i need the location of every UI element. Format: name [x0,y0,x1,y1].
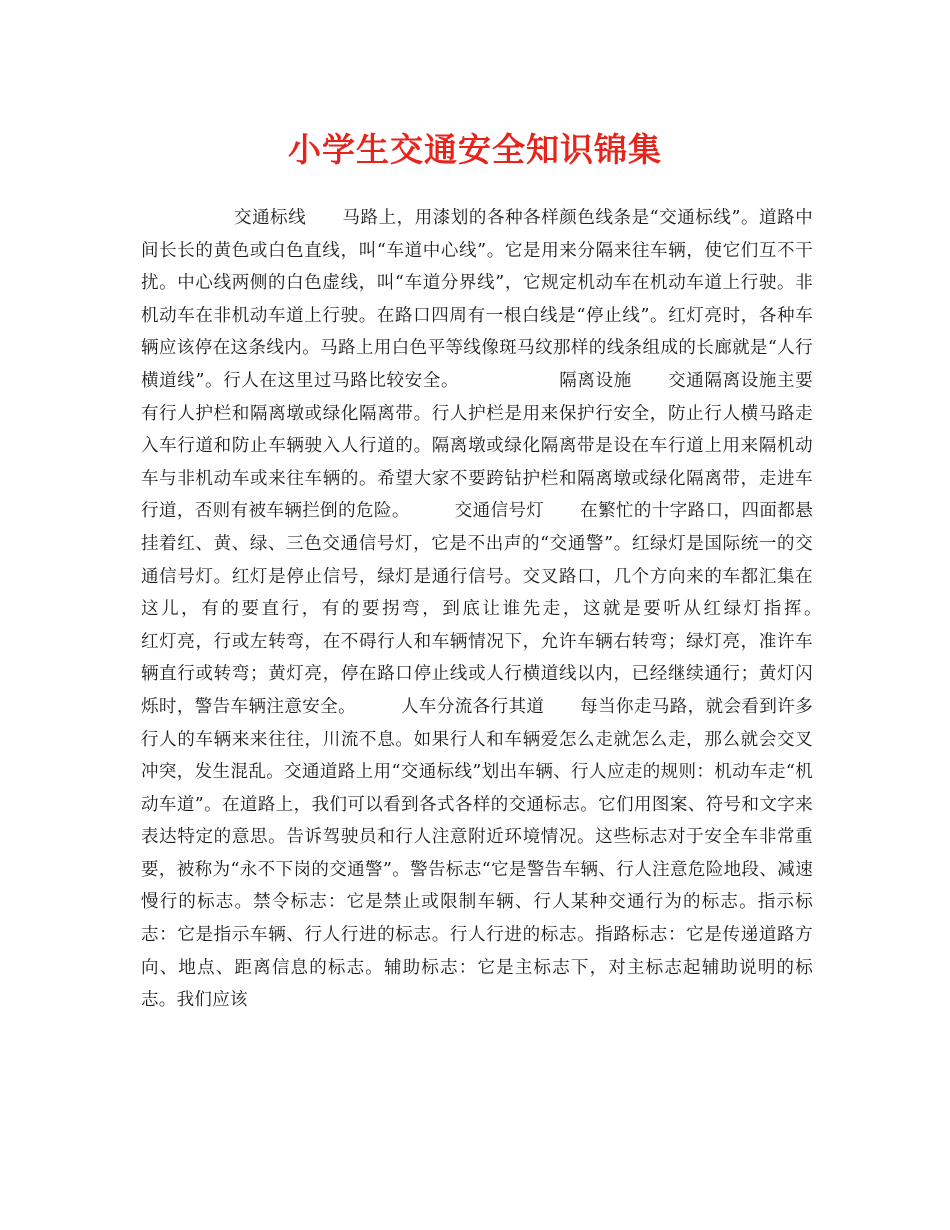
document-body-paragraph: 交通标线 马路上，用漆划的各种各样颜色线条是“交通标线”。道路中间长长的黄色或白色直线，叫“车道中心线”。它是用来分隔来往车辆，使它们互不干扰。中心线两侧的白色虚线，叫“车道分界线”，它规定机动车在机动车道上行驶。非机动车在非机动车道上行驶。在路口四周有一根白线是“停止线”。红灯亮时，各种车辆应该停在这条线内。马路上用白色平等线像斑马纹那样的线条组成的长廊就是“人行横道线”。行人在这里过马路比较安全。 隔离设施 交通隔离设施主要有行人护栏和隔离墩或绿化隔离带。行人护栏是用来保护行安全，防止行人横马路走入车行道和防止车辆驶入人行道的。隔离墩或绿化隔离带是设在车行道上用来隔机动车与非机动车或来往车辆的。希望大家不要跨钻护栏和隔离墩或绿化隔离带，走进车行道，否则有被车辆拦倒的危险。 交通信号灯 在繁忙的十字路口，四面都悬挂着红、黄、绿、三色交通信号灯，它是不出声的“交通警”。红绿灯是国际统一的交通信号灯。红灯是停止信号，绿灯是通行信号。交叉路口，几个方向来的车都汇集在这儿，有的要直行，有的要拐弯，到底让谁先走，这就是要听从红绿灯指挥。 红灯亮，行或左转弯，在不碍行人和车辆情况下，允许车辆右转弯；绿灯亮，准许车辆直行或转弯；黄灯亮，停在路口停止线或人行横道线以内，已经继续通行；黄灯闪烁时，警告车辆注意安全。 人车分流各行其道 每当你走马路，就会看到许多行人的车辆来来往往，川流不息。如果行人和车辆爱怎么走就怎么走，那么就会交叉冲突，发生混乱。交通道路上用“交通标线”划出车辆、行人应走的规则：机动车走“机动车道”。在道路上，我们可以看到各式各样的交通标志。它们用图案、符号和文字来表达特定的意思。告诉驾驶员和行人注意附近环境情况。这些标志对于安全车非常重要，被称为“永不下岗的交通警”。警告标志“它是警告车辆、行人注意危险地段、减速慢行的标志。禁令标志：它是禁止或限制车辆、行人某种交通行为的标志。指示标志：它是指示车辆、行人行进的标志。行人行进的标志。指路标志：它是传递道路方向、地点、距离信息的标志。辅助标志：它是主标志下，对主标志起辅助说明的标志。我们应该 [141,208,920,1011]
document-title: 小学生交通安全知识锦集 [288,130,662,169]
